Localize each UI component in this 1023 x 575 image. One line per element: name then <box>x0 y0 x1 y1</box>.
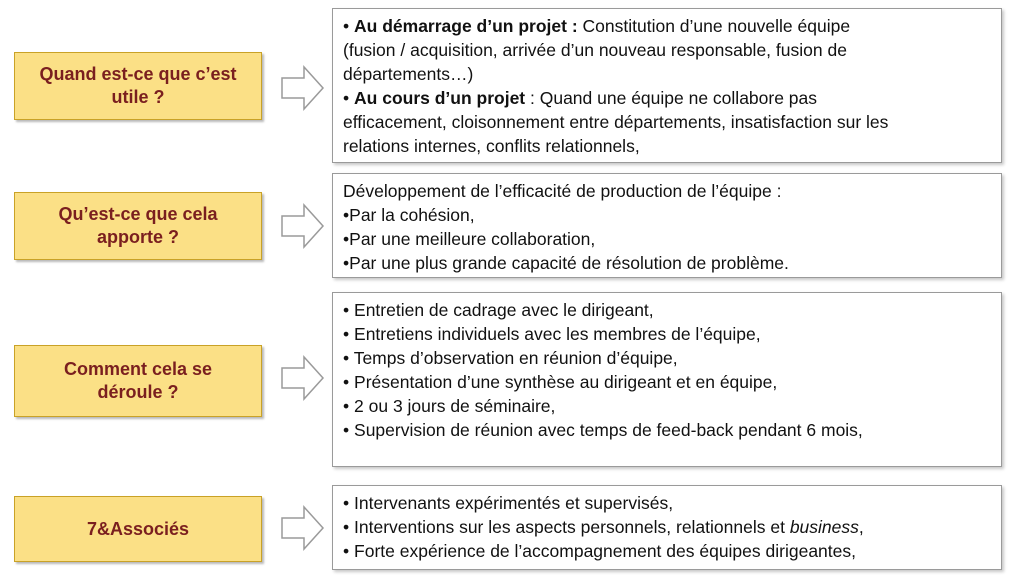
answer-line: • Entretiens individuels avec les membres de l’équipe, <box>343 324 761 344</box>
answer-line: • Au démarrage d’un projet : Constitution d’une nouvelle équipe <box>343 16 851 36</box>
answer-line: • Au cours d’un projet : Quand une équipe ne collabore pas <box>343 88 818 108</box>
answer-line: •Par la cohésion, <box>343 205 475 225</box>
answer-line: Développement de l’efficacité de production de l’équipe : <box>343 181 782 201</box>
arrow-right-icon <box>281 203 325 249</box>
arrow-right-icon <box>281 355 325 401</box>
question-box-usefulness <box>14 52 262 120</box>
question-label: Comment cela se déroule ? <box>63 359 213 402</box>
answer-line: •Par une meilleure collaboration, <box>343 229 596 249</box>
answer-line: départements…) <box>343 64 474 84</box>
answer-line: • Supervision de réunion avec temps de feed-back pendant 6 mois, <box>343 420 863 440</box>
question-label: Qu’est-ce que cela apporte ? <box>58 204 218 247</box>
answer-line: • 2 ou 3 jours de séminaire, <box>343 396 556 416</box>
answer-line: relations internes, conflits relationnels, <box>343 136 640 156</box>
answer-line: efficacement, cloisonnement entre départements, insatisfaction sur les <box>343 112 889 132</box>
answer-line: • Interventions sur les aspects personnels, relationnels et business, <box>343 517 864 537</box>
answer-box-company <box>332 485 1002 570</box>
question-label: 7&Associés <box>86 518 190 539</box>
answer-box-process <box>332 292 1002 467</box>
answer-box-benefits <box>332 173 1002 278</box>
question-box-company <box>14 496 262 562</box>
answer-box-usefulness <box>332 8 1002 163</box>
question-label: Quand est-ce que c’est utile ? <box>39 64 237 107</box>
question-box-benefits <box>14 192 262 260</box>
answer-line: • Intervenants expérimentés et supervisés, <box>343 493 674 513</box>
answer-line: • Temps d’observation en réunion d’équipe, <box>343 348 678 368</box>
answer-line: • Entretien de cadrage avec le dirigeant, <box>343 300 654 320</box>
answer-line: (fusion / acquisition, arrivée d’un nouveau responsable, fusion de <box>343 40 847 60</box>
answer-line: • Présentation d’une synthèse au dirigeant et en équipe, <box>343 372 778 392</box>
answer-line: • Forte expérience de l’accompagnement des équipes dirigeantes, <box>343 541 856 561</box>
question-box-process <box>14 345 262 417</box>
arrow-right-icon <box>281 505 325 551</box>
arrow-right-icon <box>281 65 325 111</box>
answer-line: •Par une plus grande capacité de résolution de problème. <box>343 253 789 273</box>
